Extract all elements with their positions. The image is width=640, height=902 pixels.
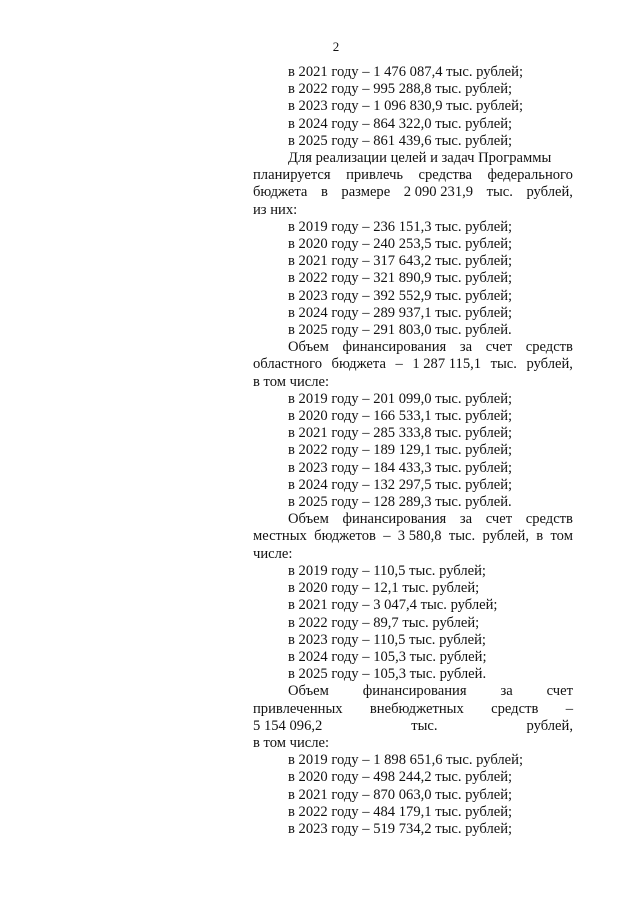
list-item: в 2023 году – 1 096 830,9 тыс. рублей; <box>288 98 524 115</box>
word: 3 580,8 <box>397 528 442 545</box>
paragraph-line <box>253 683 573 700</box>
local-budget-paragraph <box>253 511 573 563</box>
top-year-list <box>253 64 573 150</box>
list-item: в 2019 году – 236 151,3 тыс. рублей; <box>288 218 513 235</box>
list-item: в 2023 году – 110,5 тыс. рублей; <box>288 631 486 648</box>
paragraph-line <box>253 511 573 528</box>
list-item: в 2020 году – 166 533,1 тыс. рублей; <box>288 408 513 425</box>
word: финансирования <box>362 683 467 700</box>
paragraph-line: в том числе: <box>253 373 330 390</box>
page-number: 2 <box>332 39 340 54</box>
word: средства <box>418 167 473 184</box>
word: финансирования <box>342 511 447 528</box>
word: местных <box>253 528 307 545</box>
word: Объем <box>288 683 329 700</box>
word: – <box>565 700 573 717</box>
regional-year-list <box>253 391 573 511</box>
list-item: в 2025 году – 861 439,6 тыс. рублей; <box>288 132 513 149</box>
local-year-list <box>253 563 573 683</box>
word: размере <box>341 184 391 201</box>
word: – <box>395 356 403 373</box>
list-item: в 2023 году – 519 734,2 тыс. рублей; <box>288 820 513 837</box>
word: рублей, <box>526 717 573 734</box>
paragraph-line: числе: <box>253 545 293 562</box>
word: рублей, <box>526 356 573 373</box>
paragraph-line <box>253 184 573 201</box>
word: средств <box>491 700 539 717</box>
document-body <box>253 64 573 838</box>
word: – <box>383 528 391 545</box>
paragraph-line <box>253 718 573 735</box>
list-item: в 2020 году – 498 244,2 тыс. рублей; <box>288 769 513 786</box>
list-item: в 2022 году – 995 288,8 тыс. рублей; <box>288 81 513 98</box>
word: за <box>459 511 473 528</box>
list-item: в 2024 году – 289 937,1 тыс. рублей; <box>288 304 513 321</box>
word: федерального <box>487 167 573 184</box>
word: за <box>500 683 513 700</box>
list-item: в 2025 году – 291 803,0 тыс. рублей. <box>288 322 512 339</box>
word: бюджета <box>253 184 308 201</box>
list-item: в 2021 году – 285 333,8 тыс. рублей; <box>288 425 513 442</box>
paragraph-line: из них: <box>253 201 298 218</box>
list-item: в 2022 году – 321 890,9 тыс. рублей; <box>288 270 513 287</box>
list-item: в 2024 году – 132 297,5 тыс. рублей; <box>288 476 513 493</box>
paragraph-line <box>253 339 573 356</box>
word: бюджетов <box>314 528 376 545</box>
list-item: в 2023 году – 392 552,9 тыс. рублей; <box>288 287 513 304</box>
word: тыс. <box>486 184 513 201</box>
list-item: в 2023 году – 184 433,3 тыс. рублей; <box>288 459 513 476</box>
word: финансирования <box>342 339 447 356</box>
list-item: в 2024 году – 105,3 тыс. рублей; <box>288 648 487 665</box>
list-item: в 2024 году – 864 322,0 тыс. рублей; <box>288 115 513 132</box>
word: 5 154 096,2 <box>253 717 323 734</box>
paragraph-line: Для реализации целей и задач Программы <box>288 150 552 167</box>
paragraph-line: в том числе: <box>253 734 330 751</box>
list-item: в 2022 году – 189 129,1 тыс. рублей; <box>288 442 513 459</box>
extrabudgetary-year-list <box>253 752 573 838</box>
list-item: в 2019 году – 201 099,0 тыс. рублей; <box>288 390 513 407</box>
word: внебюджетных <box>369 700 464 717</box>
word: рублей, <box>526 184 573 201</box>
list-item: в 2025 году – 128 289,3 тыс. рублей. <box>288 494 512 511</box>
list-item: в 2022 году – 89,7 тыс. рублей; <box>288 614 480 631</box>
word: привлеченных <box>253 700 343 717</box>
word: в <box>320 184 328 201</box>
paragraph-line <box>253 701 573 718</box>
list-item: в 2020 году – 240 253,5 тыс. рублей; <box>288 236 513 253</box>
federal-budget-paragraph <box>253 150 573 219</box>
list-item: в 2020 году – 12,1 тыс. рублей; <box>288 580 480 597</box>
word: том <box>550 528 573 545</box>
list-item: в 2021 году – 317 643,2 тыс. рублей; <box>288 253 513 270</box>
word: Объем <box>288 339 329 356</box>
word: тыс. <box>448 528 476 545</box>
word: 1 287 115,1 <box>412 356 482 373</box>
list-item: в 2025 году – 105,3 тыс. рублей. <box>288 666 487 683</box>
paragraph-line <box>253 528 573 545</box>
federal-year-list <box>253 219 573 339</box>
paragraph-line <box>253 167 573 184</box>
list-item: в 2021 году – 870 063,0 тыс. рублей; <box>288 786 513 803</box>
word: средств <box>525 339 573 356</box>
word: в <box>536 528 544 545</box>
word: тыс. <box>411 717 438 734</box>
paragraph-line <box>253 356 573 373</box>
regional-budget-paragraph <box>253 339 573 391</box>
word: Объем <box>288 511 329 528</box>
word: привлечь <box>346 167 404 184</box>
word: счет <box>485 511 513 528</box>
word: рублей, <box>482 528 529 545</box>
list-item: в 2021 году – 1 476 087,4 тыс. рублей; <box>288 64 524 80</box>
word: бюджета <box>331 356 386 373</box>
list-item: в 2021 году – 3 047,4 тыс. рублей; <box>288 597 498 614</box>
word: планируется <box>253 167 331 184</box>
list-item: в 2022 году – 484 179,1 тыс. рублей; <box>288 803 513 820</box>
word: областного <box>253 356 322 373</box>
word: за <box>459 339 473 356</box>
extrabudgetary-paragraph <box>253 683 573 752</box>
list-item: в 2019 году – 110,5 тыс. рублей; <box>288 562 486 579</box>
word: тыс. <box>490 356 517 373</box>
list-item: в 2019 году – 1 898 651,6 тыс. рублей; <box>288 752 524 769</box>
word: счет <box>485 339 513 356</box>
word: 2 090 231,9 <box>403 184 474 201</box>
word: средств <box>525 511 573 528</box>
word: счет <box>546 683 573 700</box>
